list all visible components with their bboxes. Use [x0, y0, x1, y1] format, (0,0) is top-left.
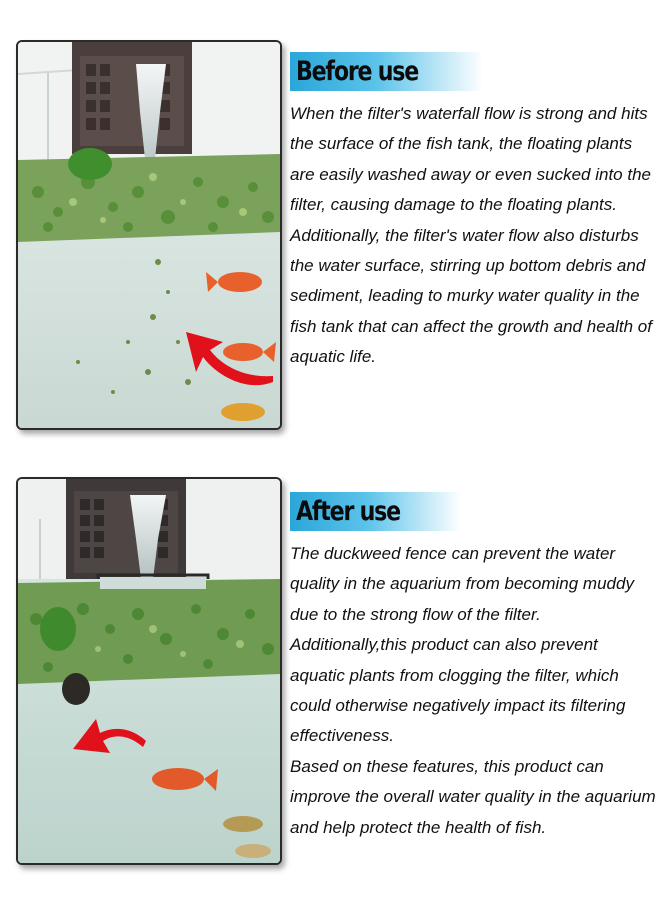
before-use-title: Before use [296, 56, 419, 87]
after-use-photo [16, 477, 282, 865]
after-use-section [290, 492, 656, 843]
before-use-description [290, 99, 656, 373]
aquarium-before-illustration [18, 42, 280, 428]
after-use-heading [290, 492, 461, 531]
after-use-paragraph-1: The duckweed fence can prevent the water quality in the aquarium from becoming muddy due to the strong flow of the filter. [290, 544, 634, 624]
after-use-paragraph-3: Based on these features, this product can improve the overall water quality in the aquarium and help protect the health of fish. [290, 756, 656, 837]
aquarium-after-illustration [18, 479, 280, 863]
after-use-paragraph-2: Additionally,this product can also prevent aquatic plants from clogging the filter, which could otherwise negatively impact its filtering effectiveness. [290, 635, 626, 746]
after-use-description [290, 539, 656, 843]
before-use-photo [16, 40, 282, 430]
after-use-title: After use [296, 496, 400, 527]
before-use-heading [290, 52, 483, 91]
before-use-section [290, 52, 656, 373]
before-use-paragraph: When the filter's waterfall flow is strong and hits the surface of the fish tank, the floating plants are easily washed away or even sucked into the filter, causing damage to the floating plants. Additionally, the filter's water flow also disturbs the water surface, stirring up bottom debris and sediment, leading to murky water quality in the fish tank that can affect the growth and health of aquatic life. [290, 104, 652, 367]
